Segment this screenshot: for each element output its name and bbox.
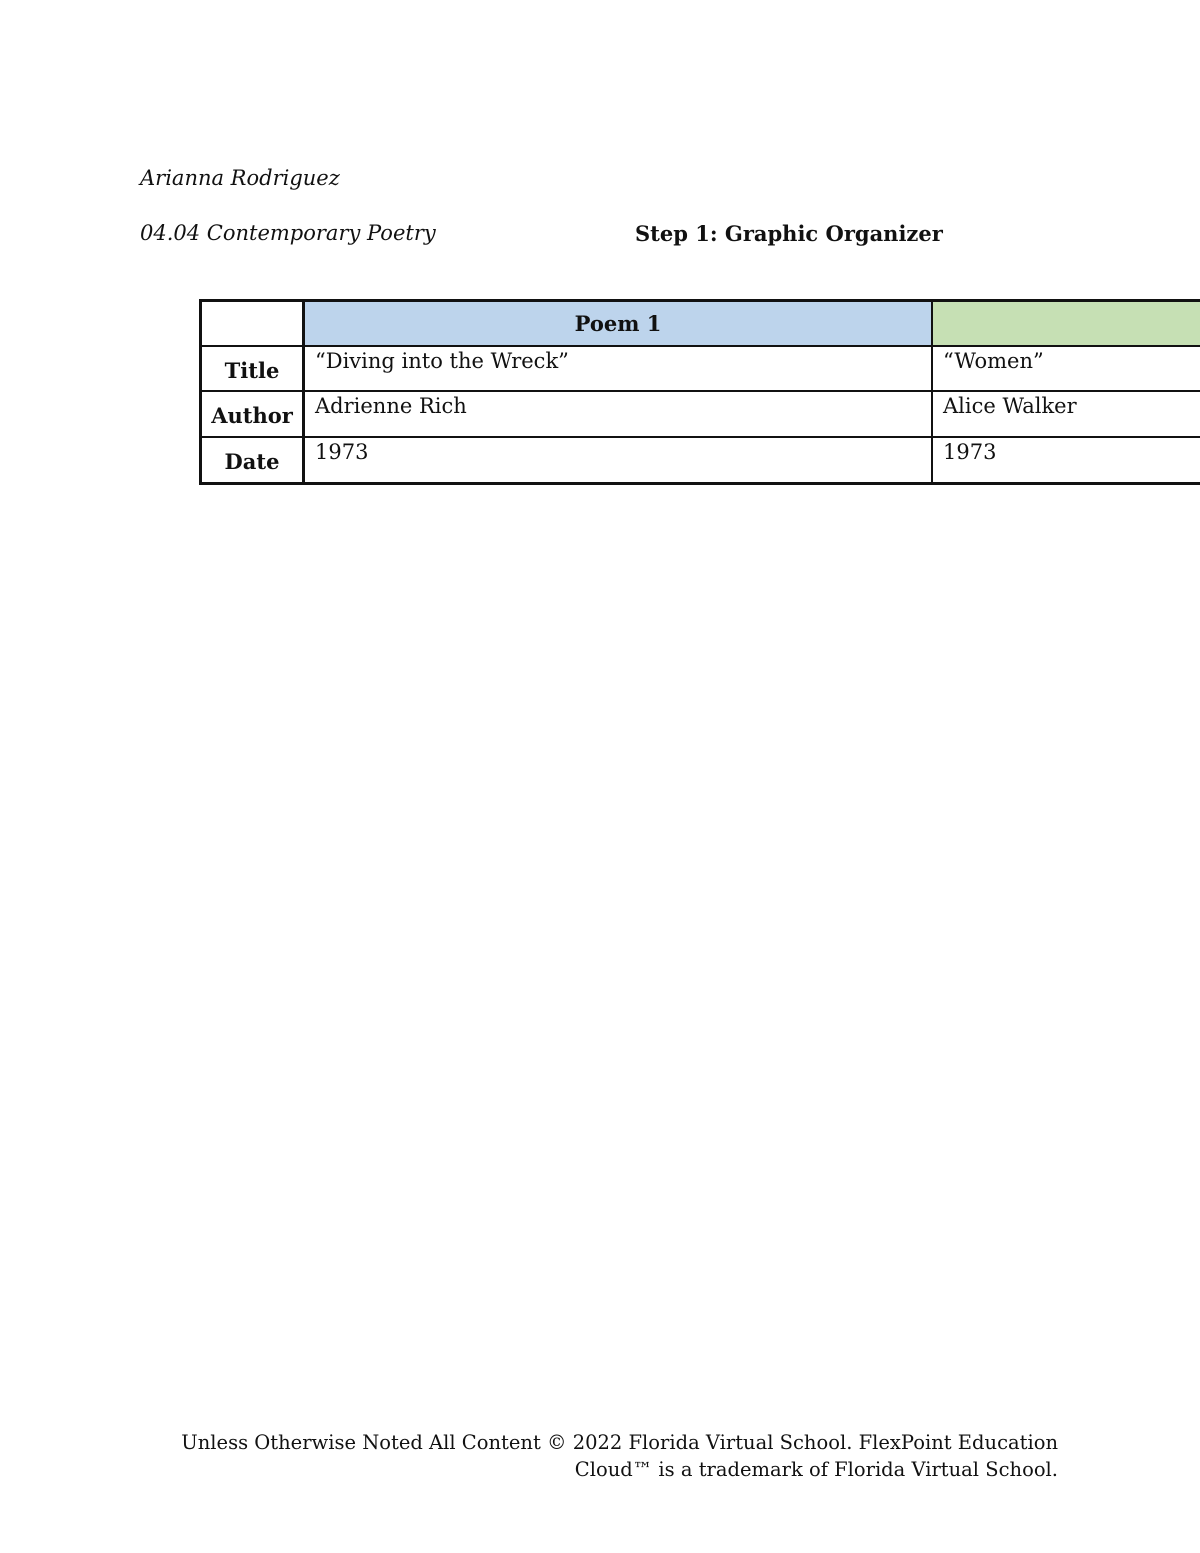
poem-2-author: Alice Walker <box>943 394 1077 418</box>
table-divider-row-1 <box>199 390 1200 392</box>
poem-1-author: Adrienne Rich <box>315 394 467 418</box>
table-border-top <box>199 299 1200 302</box>
table-border-bottom <box>199 482 1200 485</box>
footer-line-1: Unless Otherwise Noted All Content © 2022 Florida Virtual School. FlexPoint Education <box>181 1431 1058 1454</box>
table-border-left <box>199 299 202 485</box>
course-title: 04.04 Contemporary Poetry <box>140 221 436 245</box>
table-header-poem-1: Poem 1 <box>303 300 933 347</box>
poem-1-title: “Diving into the Wreck” <box>315 349 569 373</box>
table-divider-col-1 <box>302 299 305 485</box>
table-divider-col-2 <box>931 299 933 485</box>
step-title: Step 1: Graphic Organizer <box>635 221 943 246</box>
row-label-date: Date <box>224 449 280 474</box>
poem-2-date: 1973 <box>943 440 997 464</box>
row-label-title: Title <box>224 358 280 383</box>
table-divider-row-2 <box>199 436 1200 438</box>
table-divider-header <box>199 345 1200 347</box>
footer-line-2: Cloud™ is a trademark of Florida Virtual School. <box>574 1458 1058 1481</box>
student-name: Arianna Rodriguez <box>140 166 340 190</box>
table-header-blank <box>200 300 304 347</box>
copyright-footer <box>181 1429 1058 1483</box>
poem-1-date: 1973 <box>315 440 369 464</box>
poem-2-title: “Women” <box>943 349 1044 373</box>
row-label-author: Author <box>211 403 293 428</box>
table-header-poem-2 <box>932 300 1200 347</box>
